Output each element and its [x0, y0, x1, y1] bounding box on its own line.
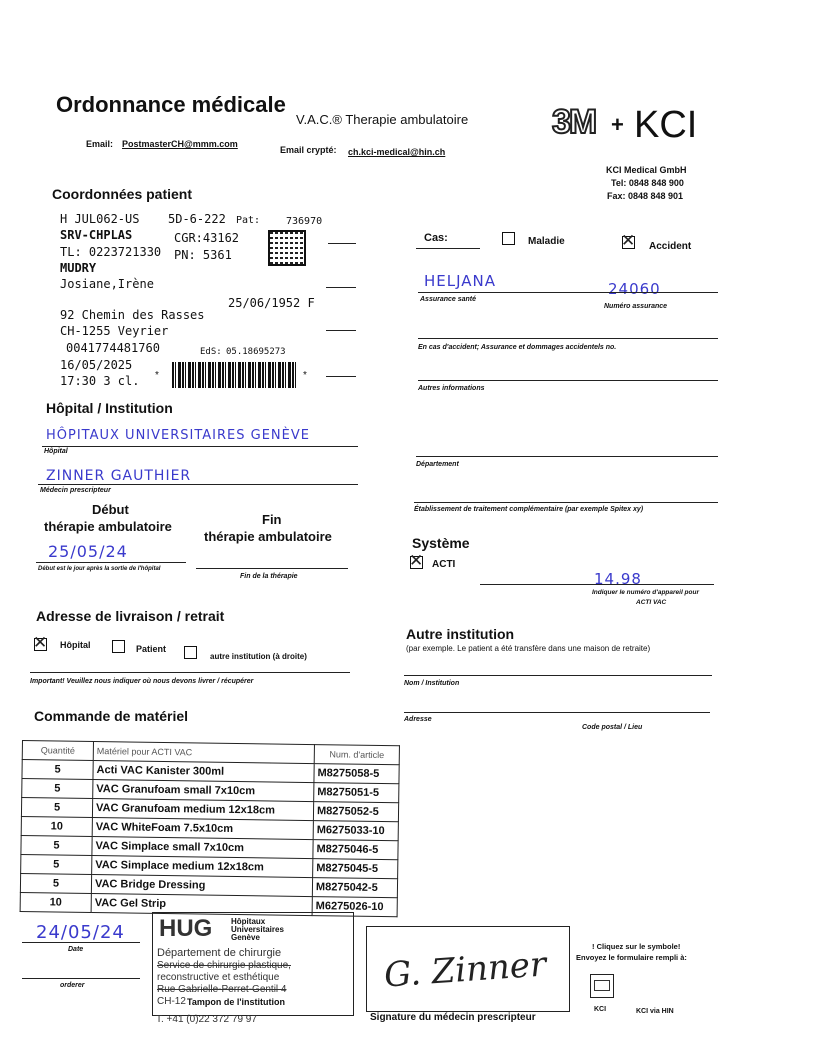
patient-city: CH-1255 Veyrier	[60, 324, 169, 338]
order-date-caption: Date	[68, 946, 84, 953]
stamp-tel: T. +41 (0)22 372 79 97	[156, 1014, 257, 1025]
insurance-number-value[interactable]: 24060	[608, 280, 661, 298]
row-qty: 5	[20, 873, 91, 893]
accident-checkbox[interactable]	[622, 236, 635, 249]
kci-hin-link-label[interactable]: KCI via HIN	[636, 1008, 674, 1015]
row-qty: 5	[21, 798, 92, 818]
row-qty: 5	[22, 779, 93, 799]
patient-name: MUDRY	[60, 261, 97, 275]
row-article: M8275045-5	[313, 859, 398, 879]
row-qty: 5	[21, 854, 92, 874]
patient-line2b: CGR:43162	[174, 231, 240, 245]
company-tel: Tel: 0848 848 900	[611, 178, 684, 188]
kci-send-icon[interactable]	[590, 974, 614, 998]
accident-insurance-caption: En cas d'accident; Assurance et dommages accidentels no.	[418, 344, 617, 351]
device-caption-1: Indiquer le numéro d'appareil pour	[592, 589, 700, 596]
orderer-caption: orderer	[60, 982, 85, 989]
delivery-patient-label: Patient	[136, 644, 167, 654]
end-subtitle: thérapie ambulatoire	[204, 529, 332, 544]
row-qty: 5	[22, 760, 93, 780]
email-crypt-link[interactable]: ch.kci-medical@hin.ch	[348, 147, 446, 157]
delivery-hospital-label: Hôpital	[60, 640, 91, 650]
patient-line1b: 5D-6-222	[168, 212, 226, 226]
stamp-line1: Hôpitaux	[231, 917, 266, 926]
barcode-icon	[172, 362, 296, 388]
institution-zip-caption: Code postal / Lieu	[582, 724, 643, 731]
patient-eds-label: EdS:	[200, 347, 222, 357]
device-number-value[interactable]: 14.98	[594, 570, 642, 588]
system-section-title: Système	[412, 535, 470, 551]
header-item: Matériel pour ACTI VAC	[93, 741, 314, 763]
row-article: M6275033-10	[313, 821, 398, 841]
material-table	[20, 740, 400, 917]
other-institution-desc: (par exemple. Le patient a été transfère dans une maison de retraite)	[406, 644, 651, 653]
patient-line2a: SRV-CHPLAS	[60, 228, 133, 242]
patient-line3b: PN: 5361	[174, 248, 232, 262]
click-instruction: ! Cliquez sur le symbole!	[592, 942, 681, 951]
start-subtitle: thérapie ambulatoire	[44, 519, 172, 534]
device-caption-2: ACTI VAC	[636, 599, 667, 606]
row-article: M8275052-5	[313, 802, 398, 822]
institution-stamp	[152, 912, 354, 1016]
doctor-value[interactable]: ZINNER GAUTHIER	[46, 468, 192, 484]
delivery-other-label: autre institution (à droite)	[210, 652, 307, 661]
institution-address-caption: Adresse	[404, 716, 432, 723]
patient-line1d: 736970	[286, 216, 323, 227]
email-crypt-label: Email crypté:	[280, 145, 337, 155]
stamp-city: CH-12	[157, 996, 186, 1007]
hospital-section-title: Hôpital / Institution	[46, 400, 173, 416]
form-subtitle: V.A.C.® Therapie ambulatoire	[296, 112, 469, 127]
other-institution-title: Autre institution	[406, 626, 515, 642]
envelope-icon	[594, 980, 610, 991]
patient-date: 16/05/2025	[60, 358, 133, 372]
delivery-patient-checkbox[interactable]	[112, 640, 125, 653]
stamp-dept: Département de chirurgie	[157, 947, 282, 959]
row-item: VAC Simplace medium 12x18cm	[92, 855, 313, 877]
patient-number: 0041774481760	[66, 341, 160, 355]
material-section-title: Commande de matériel	[34, 708, 189, 724]
row-item: VAC Gel Strip	[91, 893, 312, 915]
hug-logo: HUG	[159, 915, 213, 942]
barcode-star-right: *	[303, 370, 307, 381]
acti-checkbox[interactable]	[410, 556, 423, 569]
row-item: Acti VAC Kanister 300ml	[93, 760, 314, 782]
case-label: Cas:	[424, 232, 448, 244]
kci-link-label[interactable]: KCI	[594, 1006, 607, 1013]
row-item: VAC Simplace small 7x10cm	[92, 836, 313, 858]
row-qty: 10	[21, 816, 92, 836]
form-title: Ordonnance médicale	[56, 92, 286, 117]
stamp-recon: reconstructive et esthétique	[157, 972, 280, 983]
row-item: VAC WhiteFoam 7.5x10cm	[92, 817, 313, 839]
email-link[interactable]: PostmasterCH@mmm.com	[122, 139, 238, 149]
other-info-caption: Autres informations	[418, 385, 485, 392]
delivery-other-checkbox[interactable]	[184, 646, 197, 659]
department-caption: Département	[416, 461, 459, 468]
patient-line1a: H JUL062-US	[60, 212, 140, 226]
patient-time: 17:30 3 cl.	[60, 374, 140, 388]
hospital-value[interactable]: HÔPITAUX UNIVERSITAIRES GENÈVE	[46, 428, 310, 443]
patient-street: 92 Chemin des Rasses	[60, 308, 205, 322]
patient-eds: 05.18695273	[226, 347, 286, 357]
company-name: KCI Medical GmbH	[606, 165, 687, 175]
stamp-line3: Genève	[231, 933, 260, 942]
stamp-street: Rue Gabrielle-Perret-Gentil 4	[157, 984, 287, 995]
patient-line1c: Pat:	[236, 215, 261, 226]
patient-dob: 25/06/1952 F	[228, 296, 315, 310]
stamp-line2: Universitaires	[231, 925, 284, 934]
hospital-caption: Hôpital	[44, 448, 68, 455]
signature-caption: Signature du médecin prescripteur	[370, 1012, 536, 1023]
end-title: Fin	[262, 512, 282, 527]
row-item: VAC Bridge Dressing	[91, 874, 312, 896]
logo-3m: 3M	[552, 103, 596, 141]
company-fax: Fax: 0848 848 901	[607, 191, 684, 201]
start-caption: Début est le jour après la sortie de l'hôpital	[38, 566, 161, 572]
email-label: Email:	[86, 139, 114, 149]
doctor-caption: Médecin prescripteur	[40, 487, 111, 494]
insurance-number-caption: Numéro assurance	[604, 303, 668, 310]
institution-name-caption: Nom / Institution	[404, 680, 460, 687]
stamp-service: Service de chirurgie plastique,	[157, 960, 291, 971]
row-qty: 10	[20, 892, 91, 912]
logo-plus: +	[611, 112, 624, 137]
stamp-caption: Tampon de l'institution	[187, 997, 285, 1007]
start-date-value[interactable]: 25/05/24	[48, 542, 128, 561]
qr-code-icon	[268, 230, 306, 266]
row-article: M8275051-5	[314, 783, 399, 803]
row-article: M6275026-10	[312, 897, 397, 917]
complementary-caption: Établissement de traitement complémentaire (par exemple Spitex xy)	[414, 506, 644, 513]
maladie-checkbox[interactable]	[502, 232, 515, 245]
barcode-star-left: *	[155, 370, 159, 381]
order-date-value[interactable]: 24/05/24	[36, 922, 125, 943]
acti-label: ACTI	[432, 559, 456, 570]
signature-value: G. Zinner	[382, 944, 548, 996]
delivery-hospital-checkbox[interactable]	[34, 638, 47, 651]
header-qty: Quantité	[22, 741, 93, 761]
row-qty: 5	[21, 835, 92, 855]
insurance-value[interactable]: HELJANA	[424, 272, 497, 290]
accident-label: Accident	[649, 241, 692, 252]
send-instruction: Envoyez le formulaire rempli à:	[576, 953, 687, 962]
delivery-important-note: Important! Veuillez nous indiquer où nous devons livrer / récupérer	[30, 678, 254, 685]
row-item: VAC Granufoam medium 12x18cm	[92, 798, 313, 820]
patient-line3a: TL: 0223721330	[60, 245, 162, 259]
row-item: VAC Granufoam small 7x10cm	[93, 779, 314, 801]
logo-kci: KCI	[634, 104, 698, 146]
row-article: M8275046-5	[313, 840, 398, 860]
row-article: M8275058-5	[314, 764, 399, 784]
patient-section-title: Coordonnées patient	[52, 186, 193, 202]
end-caption: Fin de la thérapie	[240, 573, 298, 580]
start-title: Début	[92, 502, 129, 517]
row-article: M8275042-5	[312, 878, 397, 898]
delivery-section-title: Adresse de livraison / retrait	[36, 608, 225, 624]
header-article: Num. d'article	[314, 745, 399, 765]
maladie-label: Maladie	[528, 236, 565, 247]
insurance-caption: Assurance santé	[420, 296, 477, 303]
patient-firstname: Josiane,Irène	[60, 277, 154, 291]
